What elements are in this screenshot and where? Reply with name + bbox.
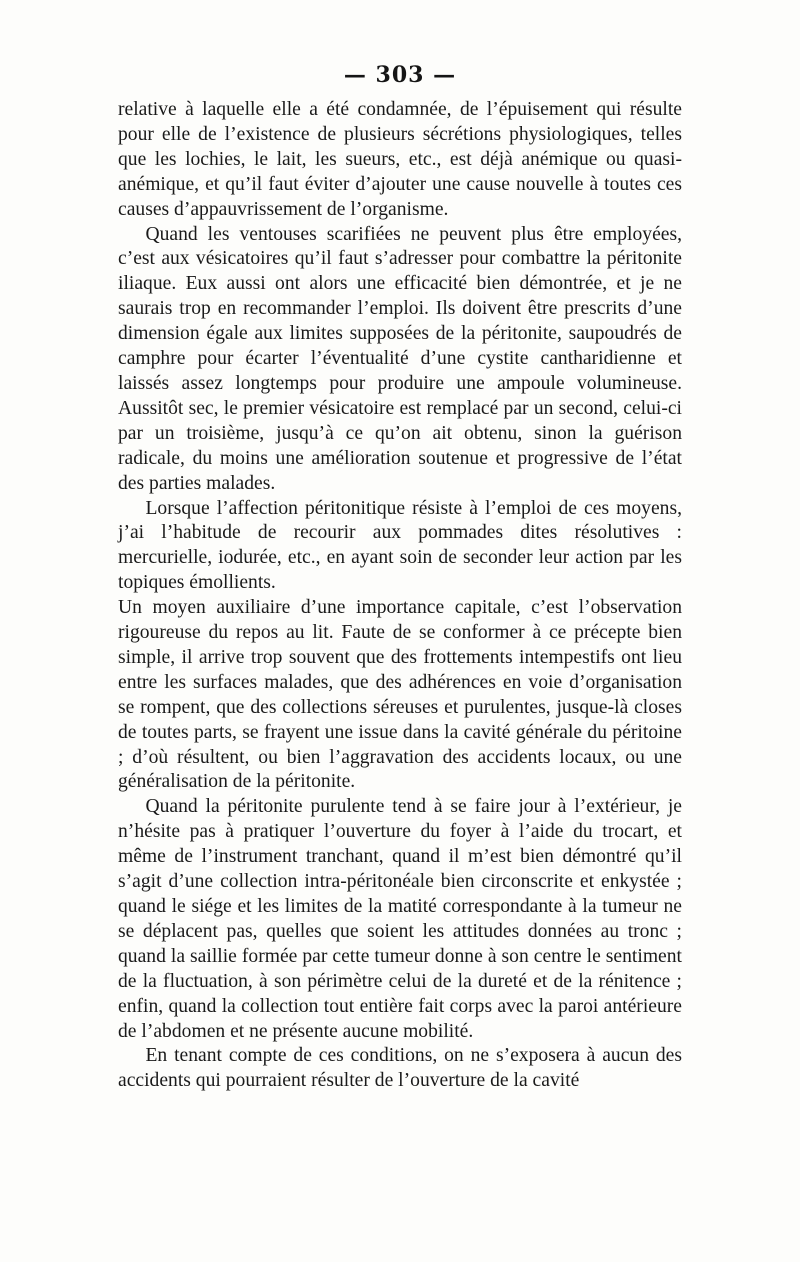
paragraph-2: Quand les ventouses scarifiées ne peuvent plus être employées, c’est aux vésicatoires qu’il faut s’adresser pour combattre la péritonite iliaque. Eux aussi ont alors une efficacité bien démontrée, et je ne saurais trop en recommander l’emploi. Ils doivent être prescrits d’une dimension égale aux limites supposées de la péritonite, saupoudrés de camphre pour écarter l’éventualité d’une cystite cantharidienne et laissés assez longtemps pour produire une ampoule volumineuse. Aussitôt sec, le premier vésicatoire est remplacé par un second, celui-ci par un troisième, jusqu’à ce qu’on ait obtenu, sinon la guérison radicale, du moins une amélioration soutenue et progressive de l’état des parties malades. [118,223,682,494]
paragraph-1: relative à laquelle elle a été condamnée, de l’épuisement qui résulte pour elle de l’existence de plusieurs sécrétions physiologiques, telles que les lochies, le lait, les sueurs, etc., est déjà anémique ou quasi-anémique, et qu’il faut éviter d’ajouter une cause nouvelle à toutes ces causes d’appauvrissement de l’organisme. [118,99,682,220]
paragraph-4: Un moyen auxiliaire d’une importance capitale, c’est l’observation rigoureuse du repos au lit. Faute de se conformer à ce précepte bien simple, il arrive trop souvent que des frottements intempestifs ont lieu entre les surfaces malades, que des adhérences en voie d’organisation se rompent, que des collections séreuses et purulentes, jusque-là closes de toutes parts, se frayent une issue dans la cavité générale du péritoine ; d’où résultent, ou bien l’aggravation des accidents locaux, ou une généralisation de la péritonite. [118,597,682,793]
page-number: — 303 — [343,62,457,88]
paragraph-3: Lorsque l’affection péritonitique résiste à l’emploi de ces moyens, j’ai l’habitude de recourir aux pommades dites résolutives : mercurielle, iodurée, etc., en ayant soin de seconder leur action par les topiques émollients. [118,497,682,594]
paragraph-5: Quand la péritonite purulente tend à se faire jour à l’extérieur, je n’hésite pas à pratiquer l’ouverture du foyer à l’aide du trocart, et même de l’instrument tranchant, quand il m’est bien démontré qu’il s’agit d’une collection intra-péritonéale bien circonscrite et enkystée ; quand le siége et les limites de la matité correspondante à la tumeur ne se déplacent pas, quelles que soient les attitudes données au tronc ; quand la saillie formée par cette tumeur donne à son centre le sentiment de la fluctuation, à son périmètre celui de la dureté et de la rénitence ; enfin, quand la collection tout entière fait corps avec la paroi antérieure de l’abdomen et ne présente aucune mobilité. [118,796,682,1042]
body-text [118,98,682,1094]
paragraph-6: En tenant compte de ces conditions, on ne s’exposera à aucun des accidents qui pourraient résulter de l’ouverture de la cavité [118,1045,682,1092]
